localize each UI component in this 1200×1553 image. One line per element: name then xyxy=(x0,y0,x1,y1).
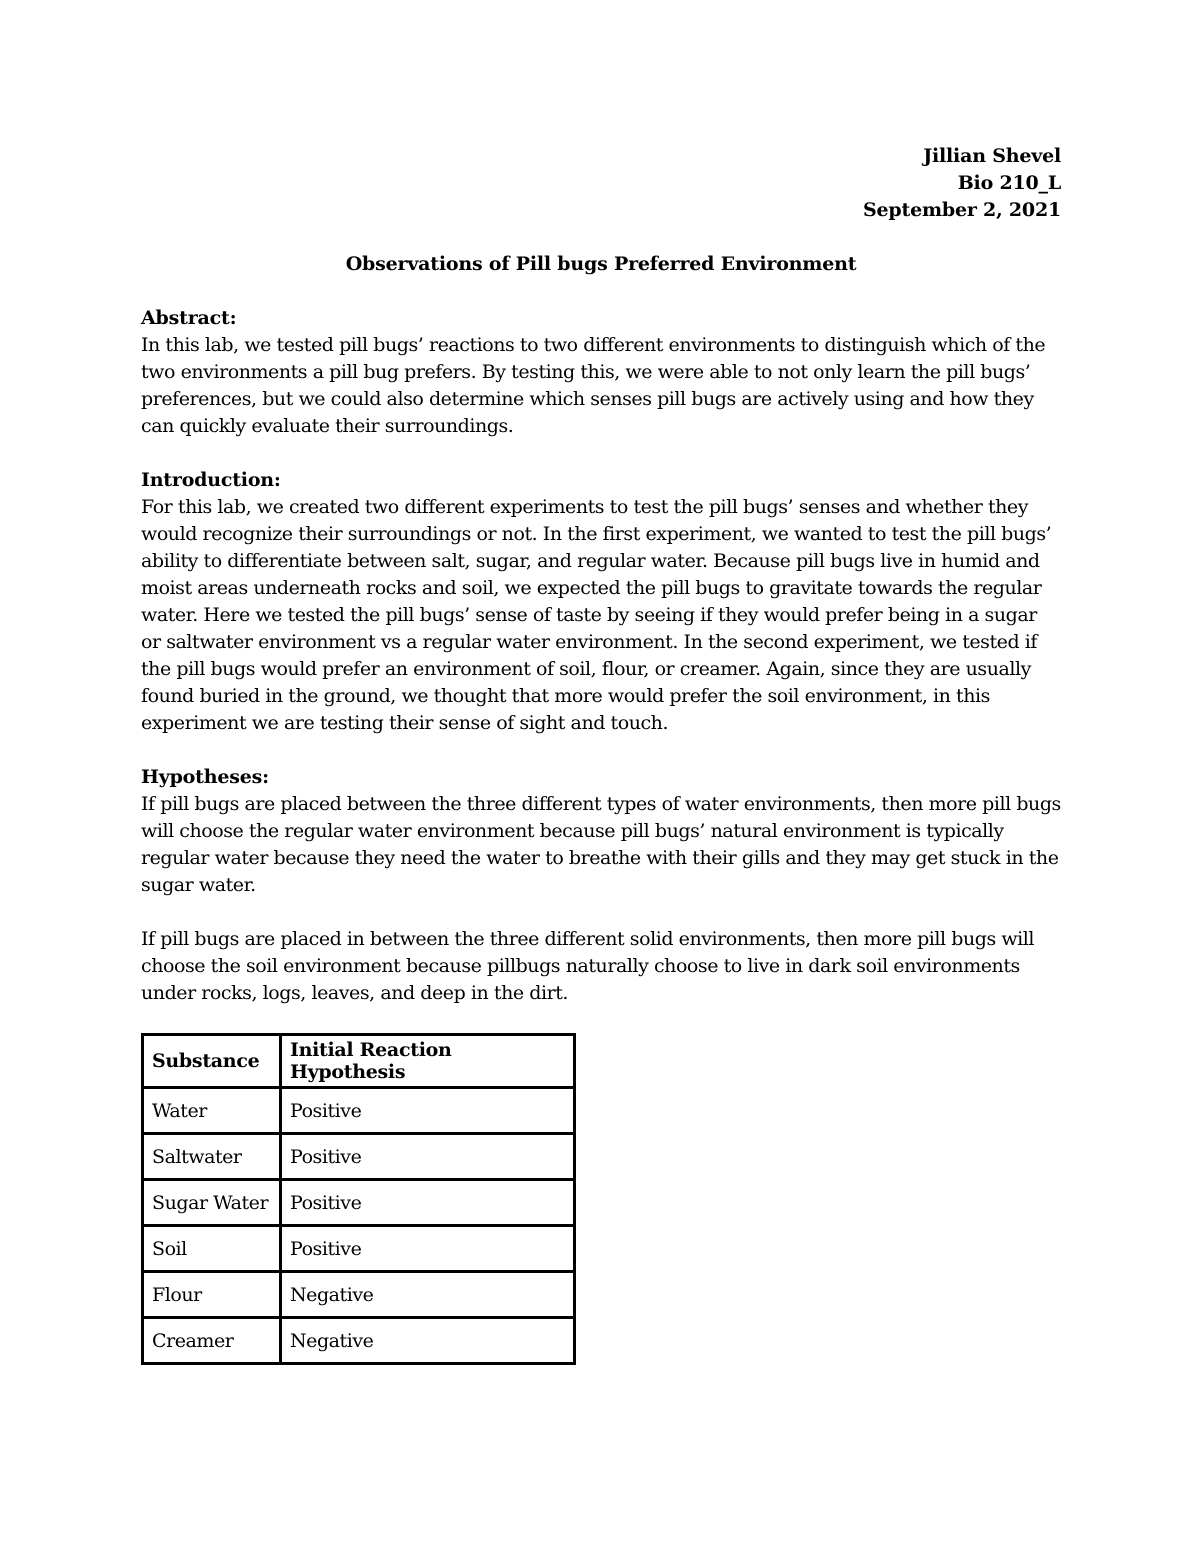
hypotheses-section xyxy=(141,764,1061,1007)
substance-cell: Creamer xyxy=(143,1318,281,1364)
table-header-cell: Initial Reaction Hypothesis xyxy=(281,1035,575,1088)
hypothesis-paragraph-2: If pill bugs are placed in between the three different solid environments, then more pill bugs will choose the soil environment because pillbugs naturally choose to live in dark soil environments under rocks, logs, leaves, and deep in the dirt. xyxy=(141,928,1035,1004)
reaction-cell: Negative xyxy=(281,1318,575,1364)
table-row xyxy=(143,1226,575,1272)
document-date: September 2, 2021 xyxy=(863,199,1061,221)
substance-cell: Sugar Water xyxy=(143,1180,281,1226)
author-name: Jillian Shevel xyxy=(923,145,1061,167)
table-row xyxy=(143,1088,575,1134)
introduction-section xyxy=(141,467,1061,737)
hypotheses-heading: Hypotheses: xyxy=(141,766,269,788)
table-header-cell: Substance xyxy=(143,1035,281,1088)
substance-cell: Flour xyxy=(143,1272,281,1318)
hypothesis-table xyxy=(141,1033,576,1365)
substance-cell: Water xyxy=(143,1088,281,1134)
table-row xyxy=(143,1318,575,1364)
reaction-cell: Positive xyxy=(281,1180,575,1226)
introduction-heading: Introduction: xyxy=(141,469,281,491)
table-row xyxy=(143,1272,575,1318)
substance-cell: Soil xyxy=(143,1226,281,1272)
table-header-row xyxy=(143,1035,575,1088)
reaction-cell: Positive xyxy=(281,1088,575,1134)
document-header xyxy=(141,143,1061,224)
course-code: Bio 210_L xyxy=(957,172,1061,194)
document-title: Observations of Pill bugs Preferred Environment xyxy=(345,253,857,275)
abstract-text: In this lab, we tested pill bugs’ reactions to two different environments to distinguish which of the two environments a pill bug prefers. By testing this, we were able to not only learn the pill bugs’ preferences, but we could also determine which senses pill bugs are actively using and how they can quickly evaluate their surroundings. xyxy=(141,334,1046,437)
substance-cell: Saltwater xyxy=(143,1134,281,1180)
hypothesis-paragraph-1: If pill bugs are placed between the three different types of water environments, then more pill bugs will choose the regular water environment because pill bugs’ natural environment is typically regular water because they need the water to breathe with their gills and they may get stuck in the sugar water. xyxy=(141,793,1061,896)
reaction-cell: Positive xyxy=(281,1226,575,1272)
reaction-cell: Negative xyxy=(281,1272,575,1318)
abstract-section xyxy=(141,305,1061,440)
table-row xyxy=(143,1180,575,1226)
introduction-text: For this lab, we created two different experiments to test the pill bugs’ senses and whether they would recognize their surroundings or not. In the first experiment, we wanted to test the pill bugs’ ability to differentiate between salt, sugar, and regular water. Because pill bugs live in humid and moist areas underneath rocks and soil, we expected the pill bugs to gravitate towards the regular water. Here we tested the pill bugs’ sense of taste by seeing if they would prefer being in a sugar or saltwater environment vs a regular water environment. In the second experiment, we tested if the pill bugs would prefer an environment of soil, flour, or creamer. Again, since they are usually found buried in the ground, we thought that more would prefer the soil environment, in this experiment we are testing their sense of sight and touch. xyxy=(141,496,1052,734)
table-row xyxy=(143,1134,575,1180)
reaction-cell: Positive xyxy=(281,1134,575,1180)
abstract-heading: Abstract: xyxy=(141,307,237,329)
document-page xyxy=(141,143,1061,1365)
